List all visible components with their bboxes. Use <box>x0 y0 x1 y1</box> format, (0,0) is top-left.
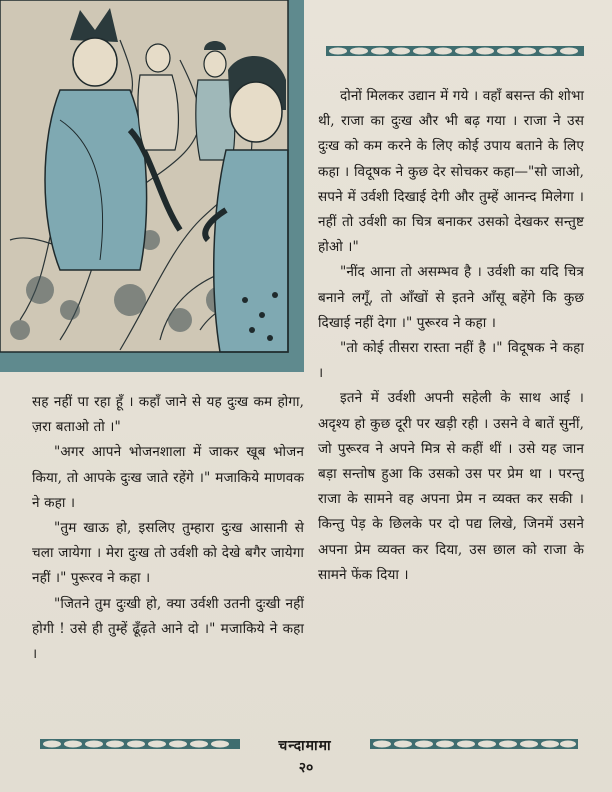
page-number: २० <box>298 760 314 776</box>
magazine-title: चन्दामामा <box>278 738 332 754</box>
bottom-left-decorative-border <box>40 737 240 751</box>
paragraph: "अगर आपने भोजनशाला में जाकर खूब भोजन किया, तो आपके दुःख जाते रहेंगे ।" मजाकिये माणवक ने कहा । <box>32 444 304 511</box>
paragraph: "जितने तुम दुःखी हो, क्या उर्वशी उतनी दुःखी नहीं होगी ! उसे ही तुम्हें ढूँढ़ते आने दो ।" मजाकिये ने कहा । <box>32 595 304 663</box>
paragraph: सह नहीं पा रहा हूँ । कहाँ जाने से यह दुःख कम होगा, ज़रा बताओ तो ।" <box>32 394 304 436</box>
paragraph: "नींद आना तो असम्भव है । उर्वशी का यदि चित्र बनाने लगूँ, तो आँखों से इतने आँसू बहेंगे कि कुछ दिखाई नहीं देगा ।" पुरूरव ने कहा । <box>318 264 584 331</box>
right-text-column <box>318 84 584 588</box>
paragraph: "तुम खाऊ हो, इसलिए तुम्हारा दुःख आसानी से चला जायेगा । मेरा दुःख तो उर्वशी को देखे बगैर जायेगा नहीं ।" पुरूरव ने कहा । <box>32 520 304 587</box>
paragraph: "तो कोई तीसरा रास्ता नहीं है ।" विदूषक ने कहा । <box>318 340 584 382</box>
story-illustration <box>0 0 304 372</box>
illustration-icon <box>0 0 304 372</box>
left-text-column <box>32 390 304 667</box>
bottom-right-decorative-border <box>370 737 578 751</box>
paragraph: दोनों मिलकर उद्यान में गये । वहाँ बसन्त की शोभा थी, राजा का दुःख और भी बढ़ गया । राजा ने उस दुःख को कम करने के लिए कोई उपाय बताने के लिए कहा । विदूषक ने कुछ देर सोचकर कहा—"सो जाओ, सपने में उर्वशी दिखाई देगी और तुम्हें आनन्द मिलेगा । नहीं तो उर्वशी का चित्र बनाकर उसको देखकर सन्तुष्ट होओ ।" <box>318 88 584 256</box>
top-decorative-border <box>326 44 584 58</box>
paragraph: इतने में उर्वशी अपनी सहेली के साथ आई । अदृश्य हो कुछ दूरी पर खड़ी रही । उसने वे बातें सुनीं, जो पुरूरव ने अपने मित्र से कहीं थीं । उसे यह जान बड़ा सन्तोष हुआ कि उसको उस पर प्रेम था । परन्तु राजा के सामने वह अपना प्रेम न व्यक्त कर सकी । किन्तु पेड़ के छिलके पर दो पद्य लिखे, जिनमें उसने अपना प्रेम व्यक्त कर दिया, उस छाल को राजा के सामने फेंक दिया । <box>318 390 584 583</box>
